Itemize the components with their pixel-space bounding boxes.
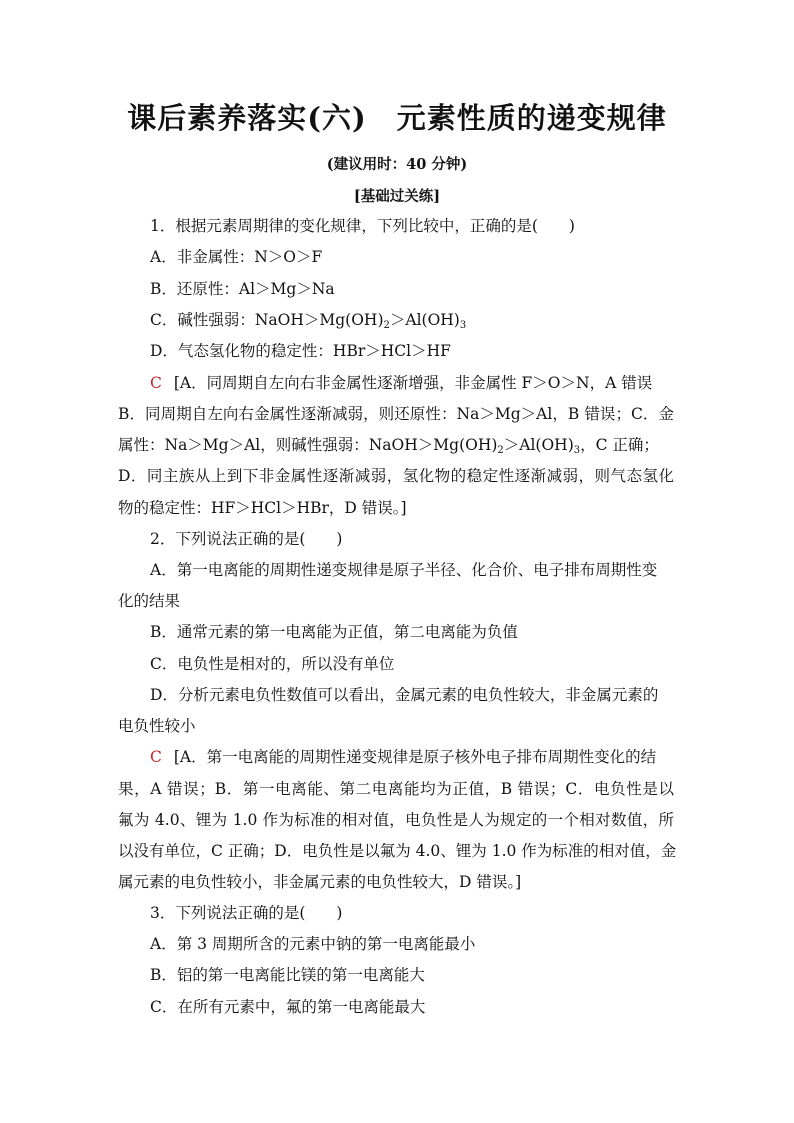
q2-option-c: C．电负性是相对的，所以没有单位 — [150, 655, 395, 673]
q2-explanation-line-5: 属元素的电负性较小，非金属元素的电负性较大，D 错误。] — [118, 873, 522, 891]
q2-explanation-line-1 — [150, 747, 656, 767]
q2-explanation-line-4: 以没有单位，C 正确；D．电负性是以氟为 4.0、锂为 1.0 作为标准的相对值，金 — [118, 842, 677, 860]
q1-explanation-text-3c: ，C 正确； — [580, 436, 659, 454]
q2-option-d-line-2: 电负性较小 — [118, 717, 196, 735]
q1-explanation-sub2: 3 — [573, 445, 581, 456]
q1-option-c-sub2: 3 — [459, 320, 467, 331]
q3-option-a: A．第 3 周期所含的元素中钠的第一电离能最小 — [150, 935, 476, 953]
q2-option-b: B．通常元素的第一电离能为正值，第二电离能为负值 — [150, 623, 518, 641]
q1-option-c-text: C．碱性强弱：NaOH＞Mg(OH) — [150, 311, 384, 329]
q1-explanation-line-4: D．同主族从上到下非金属性逐渐减弱，氢化物的稳定性逐渐减弱，则气态氢化 — [118, 467, 674, 485]
q3-option-c: C．在所有元素中，氟的第一电离能最大 — [150, 998, 426, 1016]
q1-answer: C — [150, 374, 162, 392]
q1-option-c-sub: 2 — [383, 320, 390, 331]
q2-explanation-line-2: 果，A 错误；B．第一电离能、第二电离能均为正值，B 错误；C．电负性是以 — [118, 780, 674, 798]
q1-explanation-sub: 2 — [497, 445, 504, 456]
q2-stem: 2．下列说法正确的是( ) — [150, 530, 343, 548]
section-heading: [基础过关练] — [353, 188, 441, 205]
q3-option-b: B．铝的第一电离能比镁的第一电离能大 — [150, 966, 425, 984]
q1-explanation-text: [A．同周期自左向右非金属性逐渐增强，非金属性 F＞O＞N，A 错误 — [173, 374, 653, 392]
q2-option-a-line-2: 化的结果 — [118, 592, 181, 610]
q1-explanation-line-2: B．同周期自左向右金属性逐渐减弱，则还原性：Na＞Mg＞Al，B 错误；C．金 — [118, 405, 674, 423]
q2-option-d-line-1: D．分析元素电负性数值可以看出，金属元素的电负性较大，非金属元素的 — [150, 686, 659, 704]
q1-stem: 1．根据元素周期律的变化规律，下列比较中，正确的是( ) — [150, 217, 575, 235]
q1-explanation-text-3b: ＞Al(OH) — [503, 436, 574, 454]
q1-option-d: D．气态氢化物的稳定性：HBr＞HCl＞HF — [150, 342, 451, 360]
q1-explanation-text-3: 属性：Na＞Mg＞Al，则碱性强弱：NaOH＞Mg(OH) — [118, 436, 498, 454]
q1-option-b: B．还原性：Al＞Mg＞Na — [150, 280, 335, 298]
q2-explanation-text: [A．第一电离能的周期性递变规律是原子核外电子排布周期性变化的结 — [173, 748, 657, 766]
q1-option-c-text2: ＞Al(OH) — [389, 311, 460, 329]
q1-explanation-line-3 — [118, 435, 659, 455]
page-title: 课后素养落实(六) 元素性质的递变规律 — [127, 101, 667, 135]
q3-stem: 3．下列说法正确的是( ) — [150, 904, 343, 922]
q1-option-a: A．非金属性：N＞O＞F — [150, 248, 323, 266]
q2-answer: C — [150, 748, 162, 766]
q1-option-c — [150, 310, 466, 330]
q2-explanation-line-3: 氟为 4.0、锂为 1.0 作为标准的相对值，电负性是人为规定的一个相对数值，所 — [118, 811, 674, 829]
q1-explanation-line-1 — [150, 373, 652, 393]
q2-option-a-line-1: A．第一电离能的周期性递变规律是原子半径、化合价、电子排布周期性变 — [150, 561, 658, 579]
q1-explanation-line-5: 物的稳定性：HF＞HCl＞HBr，D 错误。] — [118, 499, 407, 517]
suggested-time: (建议用时：40 分钟) — [326, 156, 468, 173]
